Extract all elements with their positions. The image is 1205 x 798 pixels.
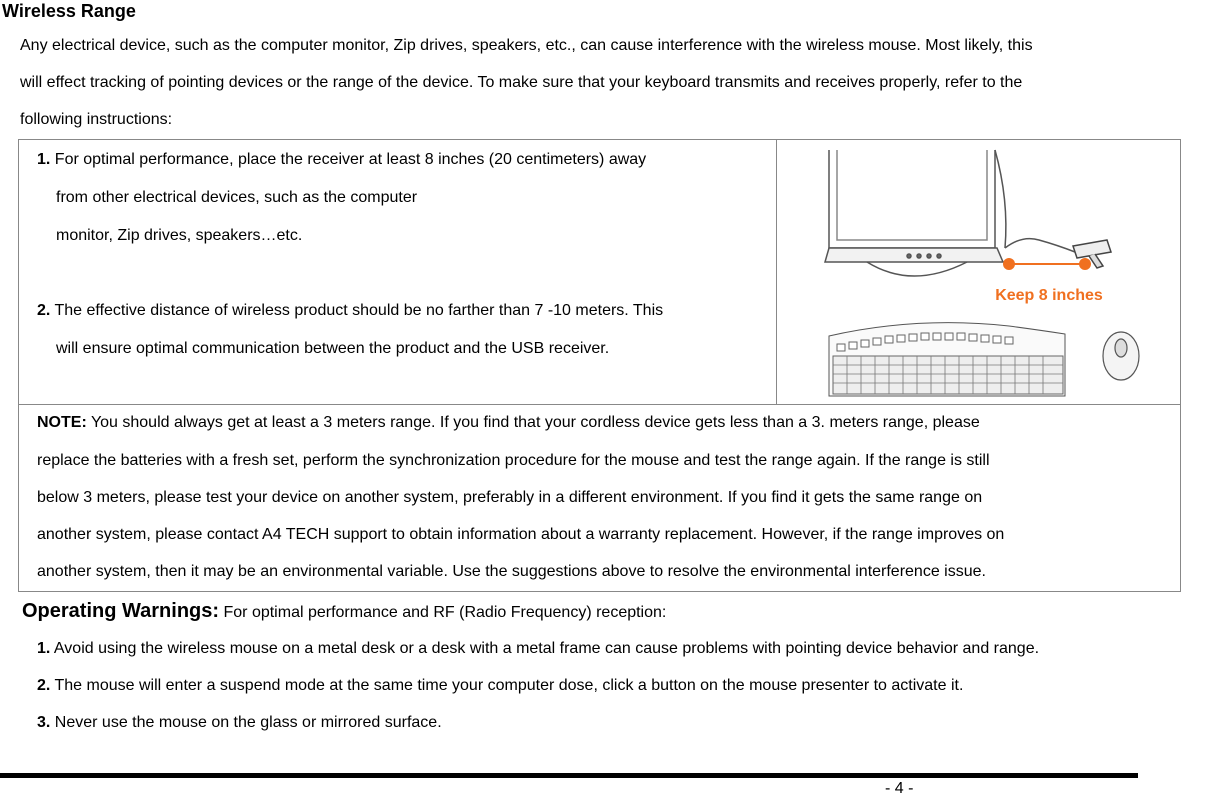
warning-item	[37, 712, 442, 734]
warnings-title: Operating Warnings:	[22, 600, 220, 622]
mouse-icon	[1103, 332, 1139, 380]
distance-indicator	[1003, 258, 1091, 270]
step-text: For optimal performance, place the receiver at least 8 inches (20 centimeters) away	[50, 151, 647, 168]
step-1	[37, 149, 646, 171]
step-1-continued: monitor, Zip drives, speakers…etc.	[56, 227, 303, 244]
intro-line: Any electrical device, such as the computer monitor, Zip drives, speakers, etc., can cause interference with the wireless mouse. Most likely, this	[20, 37, 1033, 54]
step-number: 1.	[37, 151, 51, 168]
warning-item	[37, 638, 1039, 660]
step-2	[37, 300, 663, 322]
monitor-keyboard-illustration	[777, 140, 1180, 404]
intro-line: will effect tracking of pointing devices or the range of the device. To make sure that your keyboard transmits and receives properly, refer to the	[20, 74, 1023, 91]
monitor-icon	[825, 150, 1075, 276]
note-line: below 3 meters, please test your device on another system, preferably in a different environment. If you find it gets the same range on	[37, 489, 983, 506]
step-number: 2.	[37, 302, 51, 319]
warning-item	[37, 675, 963, 697]
warning-number: 2.	[37, 677, 51, 694]
warnings-subtitle: For optimal performance and RF (Radio Frequency) reception:	[219, 604, 667, 621]
keep-distance-label: Keep 8 inches	[995, 287, 1103, 304]
footer-rule	[0, 773, 1138, 778]
instructions-box	[18, 139, 777, 405]
note-line: replace the batteries with a fresh set, perform the synchronization procedure for the mouse and test the range again. If the range is still	[37, 452, 990, 469]
note-line: another system, then it may be an environmental variable. Use the suggestions above to resolve the environmental interference issue.	[37, 563, 986, 580]
page-number: - 4 -	[885, 780, 914, 797]
note-text: You should always get at least a 3 meters range. If you find that your cordless device gets less than a 3. meters range, please	[86, 414, 980, 431]
illustration-box	[776, 139, 1181, 405]
intro-paragraph	[20, 34, 1205, 132]
warning-number: 1.	[37, 640, 51, 657]
note-label: NOTE:	[37, 414, 87, 431]
note-line: another system, please contact A4 TECH support to obtain information about a warranty replacement. However, if the range improves on	[37, 526, 1005, 543]
warning-number: 3.	[37, 714, 51, 731]
keyboard-icon	[829, 323, 1065, 396]
intro-line: following instructions:	[20, 111, 173, 128]
note-box	[18, 404, 1181, 592]
section-heading: Wireless Range	[2, 1, 136, 21]
note-line	[37, 412, 980, 434]
warnings-heading	[22, 599, 666, 625]
warning-text: Never use the mouse on the glass or mirrored surface.	[50, 714, 442, 731]
warning-text: The mouse will enter a suspend mode at the same time your computer dose, click a button on the mouse presenter to activate it.	[50, 677, 964, 694]
step-text: The effective distance of wireless product should be no farther than 7 -10 meters. This	[50, 302, 664, 319]
step-2-continued: will ensure optimal communication between the product and the USB receiver.	[56, 340, 610, 357]
warning-text: Avoid using the wireless mouse on a metal desk or a desk with a metal frame can cause problems with pointing device behavior and range.	[50, 640, 1040, 657]
step-1-continued: from other electrical devices, such as the computer	[56, 189, 418, 206]
